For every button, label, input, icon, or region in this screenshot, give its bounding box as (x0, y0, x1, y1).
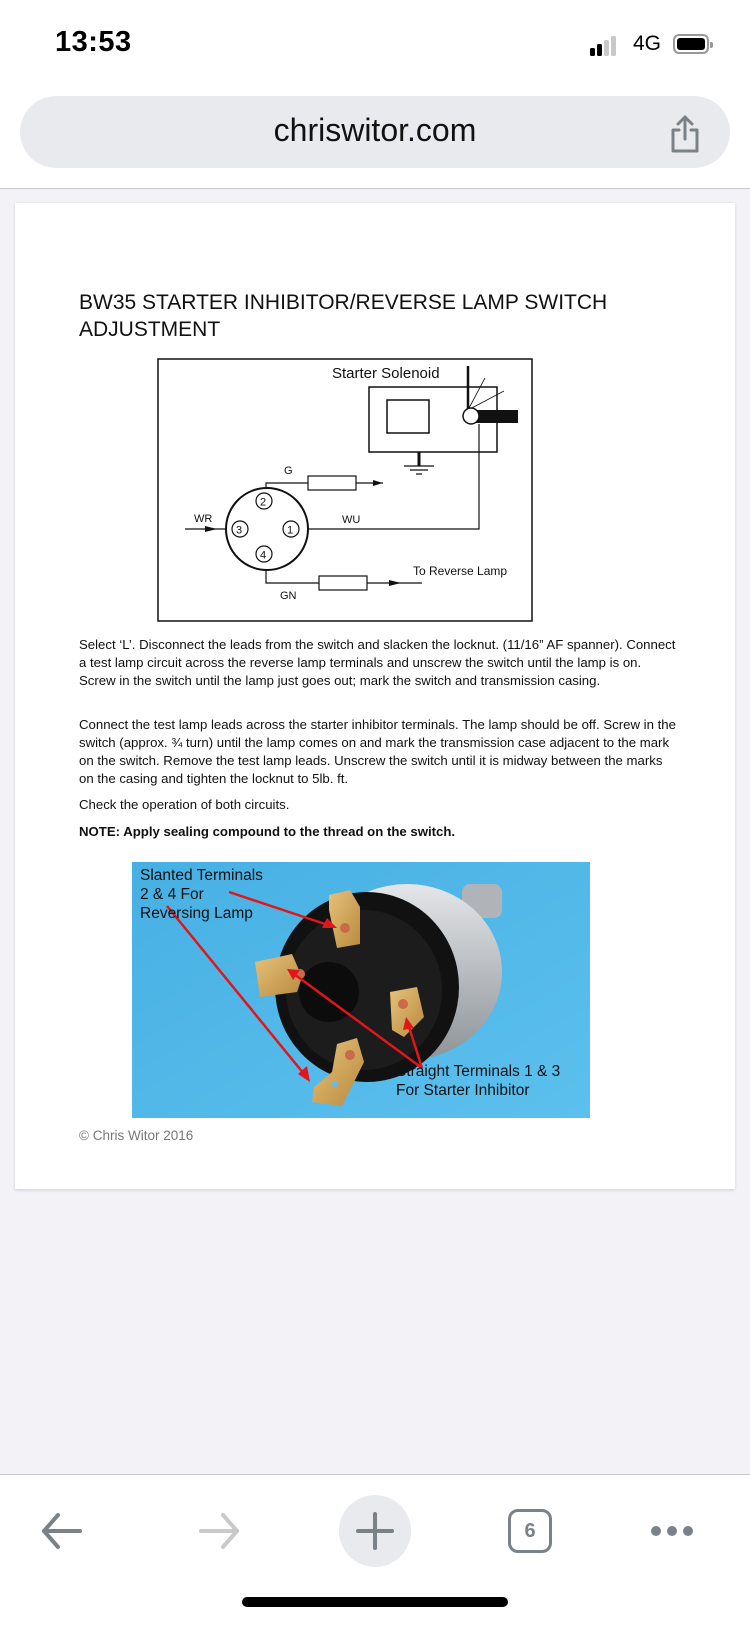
tab-count: 6 (508, 1509, 552, 1553)
back-button[interactable] (26, 1495, 98, 1567)
label-wu: WU (342, 514, 361, 526)
terminal-1: 1 (287, 524, 294, 537)
solenoid-lever (475, 410, 518, 423)
label-line: Straight Terminals 1 & 3 (396, 1063, 561, 1080)
paragraph-1: Select ‘L’. Disconnect the leads from the switch and slacken the locknut. (11/16” AF spanner). Connect a test lamp circuit across the reverse lamp terminals and unscrew the switch until the lamp is on. Screw in the switch until the lamp just goes out; mark the switch and transmission casing. (79, 637, 676, 688)
paragraph-3: Check the operation of both circuits. (79, 797, 290, 812)
wiring-diagram (157, 358, 533, 622)
signal-icon (590, 36, 626, 56)
arrow-left-icon (38, 1511, 86, 1551)
web-content[interactable] (0, 189, 750, 1474)
copyright-text: © Chris Witor 2016 (79, 1128, 194, 1143)
solenoid-terminal (463, 408, 479, 424)
tabs-button[interactable] (494, 1495, 566, 1567)
resistor-g (308, 476, 356, 490)
battery-icon (673, 34, 709, 54)
network-type: 4G (633, 32, 662, 55)
note-text: NOTE: Apply sealing compound to the thread on the switch. (79, 824, 456, 839)
arrow-right-icon (195, 1511, 243, 1551)
label-wr: WR (194, 513, 213, 525)
status-bar (0, 0, 750, 90)
home-indicator[interactable] (242, 1597, 508, 1607)
more-button[interactable] (636, 1495, 708, 1567)
switch-photo (132, 862, 590, 1118)
label-g: G (284, 465, 293, 477)
label-to-reverse-lamp: To Reverse Lamp (413, 564, 508, 578)
terminal-2: 2 (260, 496, 267, 509)
ellipsis-icon (648, 1524, 696, 1538)
label-gn: GN (280, 590, 297, 602)
address-bar[interactable] (20, 96, 730, 168)
label-slanted-terminals (140, 866, 263, 923)
plus-icon (355, 1511, 395, 1551)
label-line: For Starter Inhibitor (396, 1082, 530, 1099)
browser-address-area (0, 90, 750, 189)
url-text[interactable]: chriswitor.com (273, 112, 477, 148)
terminal-3: 3 (236, 524, 243, 537)
label-starter-solenoid: Starter Solenoid (332, 365, 440, 382)
forward-button[interactable] (183, 1495, 255, 1567)
document-title: BW35 STARTER INHIBITOR/REVERSE LAMP SWITCH ADJUSTMENT (79, 291, 608, 341)
new-tab-button[interactable] (339, 1495, 411, 1567)
document-page (15, 203, 735, 1189)
label-line: Slanted Terminals (140, 867, 263, 884)
label-line: Reversing Lamp (140, 905, 253, 922)
share-icon[interactable] (668, 114, 702, 154)
resistor-gn (319, 576, 367, 590)
terminal-4: 4 (260, 549, 267, 562)
paragraph-2: Connect the test lamp leads across the starter inhibitor terminals. The lamp should be off. Screw in the switch (approx. ¾ turn) until the lamp comes on and mark the transmission case adjacent to the mark on the switch. Remove the test lamp leads. Unscrew the switch until it is midway between the marks on the casing and tighten the locknut to 5lb. ft. (79, 717, 676, 786)
label-line: 2 & 4 For (140, 886, 204, 903)
status-time: 13:53 (55, 26, 132, 58)
label-straight-terminals (396, 1062, 560, 1100)
